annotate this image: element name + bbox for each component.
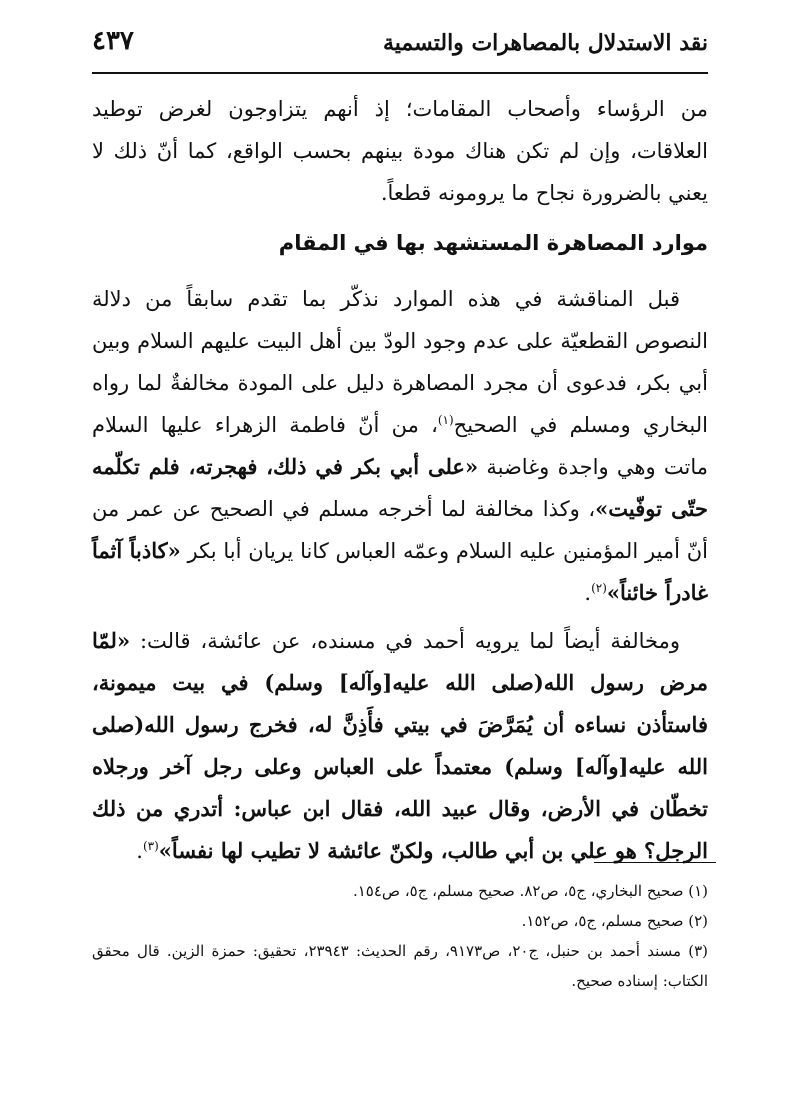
- p3-text: ومخالفة أيضاً لما يرويه أحمد في مسنده، عن عائشة، قالت:: [130, 629, 680, 653]
- p2-end: .: [584, 581, 592, 605]
- intro-paragraph: من الرؤساء وأصحاب المقامات؛ إذ أنهم يتزاوجون لغرض توطيد العلاقات، وإن لم تكن هناك مودة بينهم بحسب الواقع، كما أنّ ذلك لا يعني بالضرورة نجاح ما يرومونه قطعاً.: [92, 97, 708, 205]
- page-header: [92, 26, 708, 70]
- page-number: ٤٣٧: [92, 26, 134, 56]
- p2-quote-2: «كاذباً آثماً غادراً خائناً»: [92, 538, 708, 605]
- section-heading: موارد المصاهرة المستشهد بها في المقام: [278, 231, 708, 255]
- header-divider: [92, 72, 708, 74]
- p2-text: قبل المناقشة في هذه الموارد نذكّر بما تقدم سابقاً من دلالة النصوص القطعيّة على عدم وجود الودّ بين أهل البيت عليهم السلام وبين أبي بكر، فدعوى أن مجرد المصاهرة دليل على المودة مخالفةٌ لما رواه البخاري ومسلم في الصحيح: [92, 287, 708, 437]
- p2-text-after-fn1: ، من أنّ فاطمة الزهراء عليها السلام ماتت وهي واجدة وغاضبة: [92, 413, 708, 479]
- p2-text-mid: ، وكذا مخالفة لما أخرجه مسلم في الصحيح عن عمر من أنّ أمير المؤمنين عليه السلام وعمّه العباس كانا يريان أبا بكر: [92, 497, 709, 563]
- footnote-ref-2: (٢): [591, 581, 607, 595]
- p3-quote: «لمّا مرض رسول الله(صلى الله عليه[وآله] وسلم) في بيت ميمونة، فاستأذن نساءه أن يُمَرَّضَ في بيتي فأَذِنَّ له، فخرج رسول الله(صلى الله عليه[وآله] وسلم) معتمداً على العباس وعلى رجل آخر ورجلاه تخطّان في الأرض، وقال عبيد الله، فقال ابن عباس: أتدري من ذلك الرجل؟ هو علي بن أبي طالب، ولكنّ عائشة لا تطيب لها نفساً»: [92, 628, 708, 863]
- footnote-ref-3: (٣): [142, 839, 159, 853]
- running-title: نقد الاستدلال بالمصاهرات والتسمية: [382, 30, 708, 56]
- footnote-ref-1: (١): [437, 413, 454, 427]
- footnote-1: (١) صحيح البخاري، ج٥، ص٨٢. صحيح مسلم، ج٥، ص١٥٤.: [352, 882, 708, 900]
- footnotes: [92, 876, 708, 996]
- paragraph-2: [92, 278, 708, 614]
- page-body: [92, 88, 708, 872]
- footnote-2: (٢) صحيح مسلم، ج٥، ص١٥٢.: [521, 912, 708, 930]
- p2-quote-1: «على أبي بكر في ذلك، فهجرته، فلم تكلّمه حتّى توفّيت»: [92, 454, 708, 521]
- paragraph-3: [92, 620, 708, 872]
- p3-end: .: [136, 839, 143, 863]
- footnote-3: (٣) مسند أحمد بن حنبل، ج٢٠، ص٩١٧٣، رقم الحديث: ٢٣٩٤٣، تحقيق: حمزة الزين. قال محقق الكتاب: إسناده صحيح.: [92, 942, 709, 990]
- footnote-divider: [594, 862, 716, 863]
